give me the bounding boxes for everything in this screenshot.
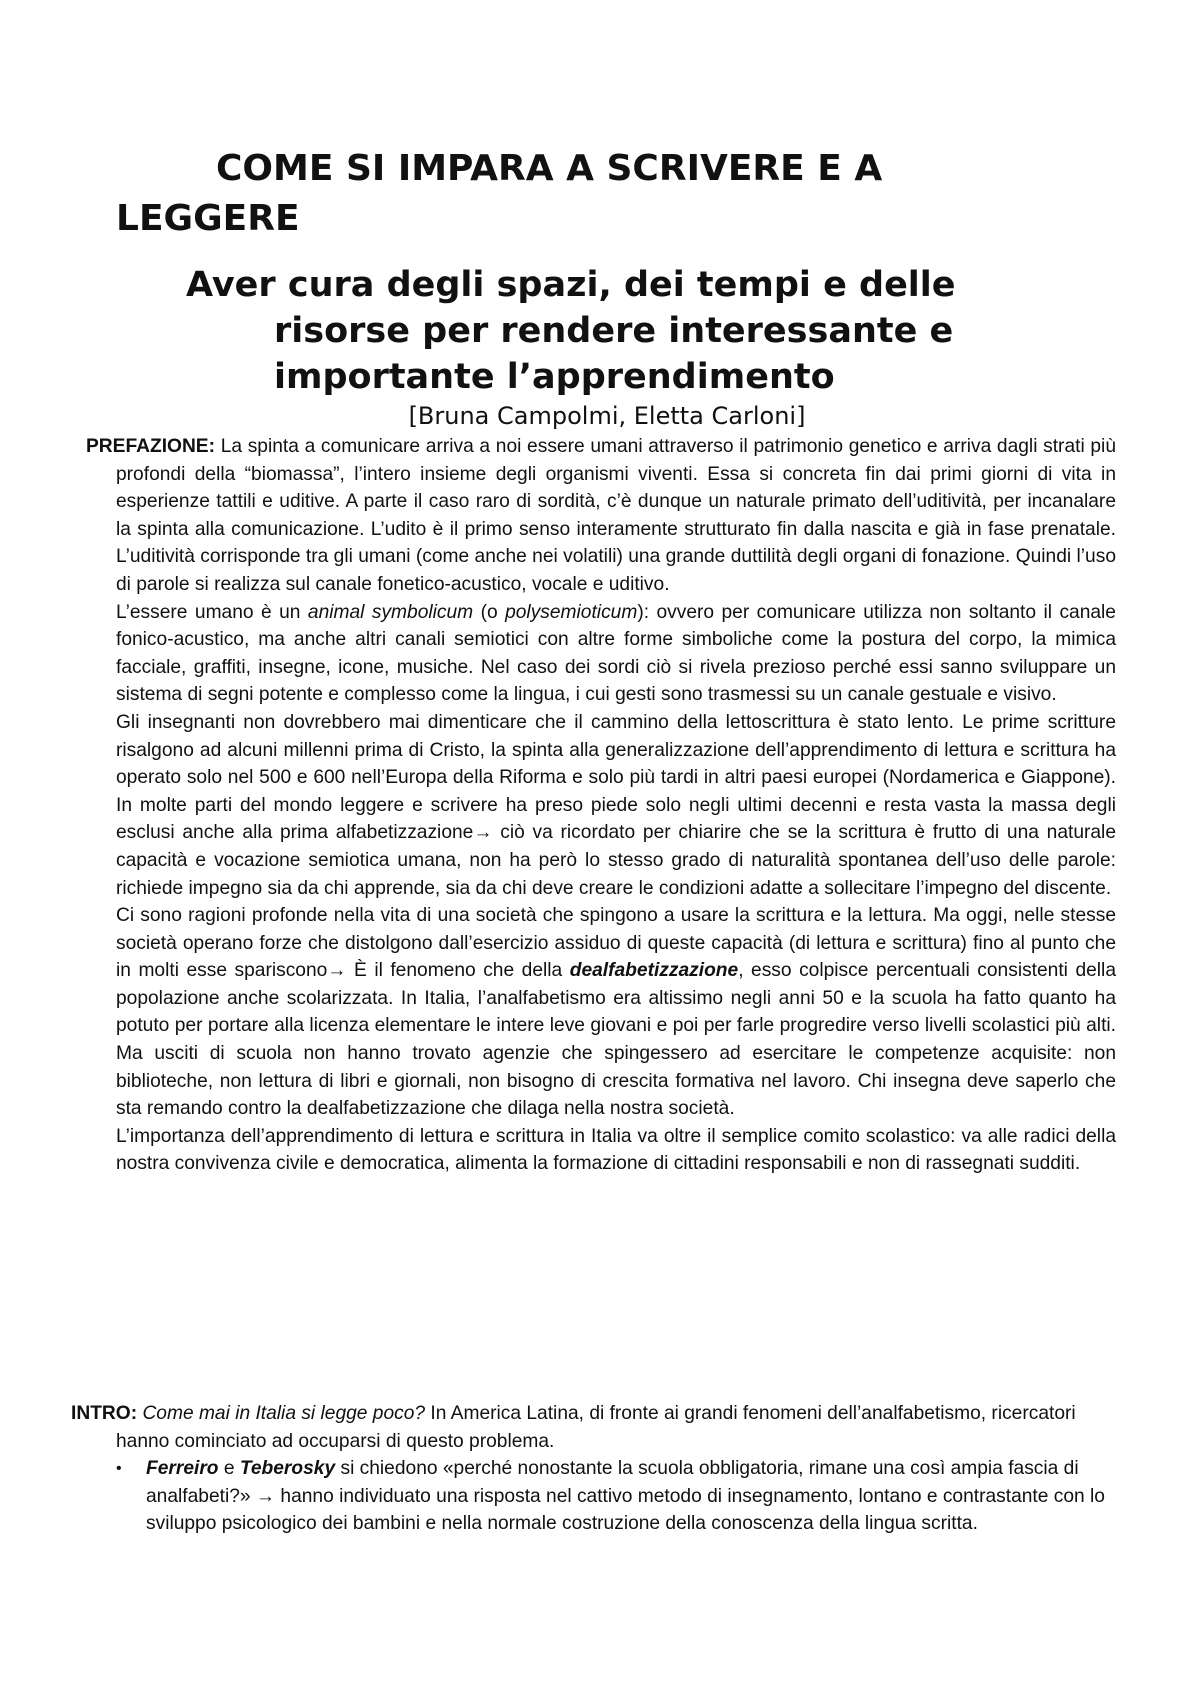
intro-paragraph: [71, 1400, 1116, 1455]
intro-section: [71, 1400, 1116, 1538]
preface-paragraph-2: [116, 599, 1116, 709]
preface-text-2c: ): ovvero per comunicare utilizza non soltanto il canale fonico-acustico, ma anche altri canali semiotici con altre forme simboliche come la postura del corpo, la mimica facciale, graffiti, insegne, icone, musiche. Nel caso dei sordi ciò si rivela prezioso perché essi sanno sviluppare un sistema di segni potente e complesso come la lingua, i cui gesti sono trasmessi su un canale gestuale e visivo.: [116, 601, 1116, 706]
preface-heading: PREFAZIONE:: [86, 436, 215, 457]
term-animal-symbolicum: animal symbolicum: [307, 601, 474, 623]
subtitle-line-1: Aver cura degli spazi, dei tempi e delle: [186, 265, 956, 305]
list-item-text: si chiedono «perché nonostante la scuola obbligatoria, rimane una così ampia fascia di analfabeti?» → hanno individuato una risposta nel cattivo metodo di insegnamento, lontano e contrastante con lo sviluppo psicologico dei bambini e nella normale costruzione della conoscenza della lingua scritta.: [146, 1458, 1105, 1535]
author-teberosky: Teberosky: [239, 1458, 336, 1480]
title-line-1: COME SI IMPARA A SCRIVERE E A: [216, 148, 883, 189]
preface-text-4b: , esso colpisce percentuali consistenti della popolazione anche scolarizzata. In Italia, l’analfabetismo era altissimo negli anni 50 e la scuola ha fatto quanto ha potuto per portare alla licenza elementare le intere leve giovani e poi per farle progredire verso livelli scolastici più alti. Ma usciti di scuola non hanno trovato agenzie che spingessero ad esercitare le competenze acquisite: non biblioteche, non lettura di libri e giornali, non bisogno di crescita formativa nel lavoro. Chi insegna deve saperlo che sta remando contro la dealfabetizzazione che dilaga nella nostra società.: [116, 960, 1116, 1120]
intro-list: [116, 1455, 1116, 1538]
preface-text-2a: L’essere umano è un: [116, 601, 308, 623]
term-dealfabetizzazione: dealfabetizzazione: [569, 960, 739, 982]
preface-paragraph-4: [116, 902, 1116, 1123]
preface-text-4a: Ci sono ragioni profonde nella vita di una società che spingono a usare la scrittura e la lettura. Ma oggi, nelle stesse società operano forze che distolgono dall’esercizio assiduo di queste capacità (di lettura e scrittura) fino al punto che in molti esse spariscono→ È il fenomeno che della: [116, 905, 1116, 982]
bullet-icon: •: [116, 1460, 122, 1478]
title-line-2: LEGGERE: [116, 198, 300, 239]
list-item-and: e: [218, 1458, 240, 1480]
term-polysemioticum: polysemioticum: [505, 601, 638, 623]
preface-paragraph-5: L’importanza dell’apprendimento di lettura e scrittura in Italia va oltre il semplice comito scolastico: va alle radici della nostra convivenza civile e democratica, alimenta la formazione di cittadini responsabili e non di rassegnati sudditi.: [116, 1125, 1116, 1175]
subtitle-line-2: risorse per rendere interessante e: [274, 311, 954, 351]
authors-line: [Bruna Campolmi, Eletta Carloni]: [408, 402, 806, 430]
subtitle-line-3: importante l’apprendimento: [274, 357, 835, 397]
intro-text: In America Latina, di fronte ai grandi fenomeni dell’analfabetismo, ricercatori hanno cominciato ad occuparsi di questo problema.: [116, 1403, 1076, 1452]
intro-question: Come mai in Italia si legge poco?: [142, 1403, 426, 1424]
intro-heading: INTRO:: [71, 1403, 138, 1424]
preface-paragraph-1: [86, 433, 1116, 599]
preface-paragraph-3: Gli insegnanti non dovrebbero mai dimenticare che il cammino della lettoscrittura è stato lento. Le prime scritture risalgono ad alcuni millenni prima di Cristo, la spinta alla generalizzazione dell’apprendimento di lettura e scrittura ha operato solo nel 500 e 600 nell’Europa della Riforma e solo più tardi in altri paesi europei (Nordamerica e Giappone). In molte parti del mondo leggere e scrivere ha preso piede solo negli ultimi decenni e resta vasta la massa degli esclusi anche alla prima alfabetizzazione→ ciò va ricordato per chiarire che se la scrittura è frutto di una naturale capacità e vocazione semiotica umana, non ha però lo stesso grado di naturalità spontanea dell’uso delle parole: richiede impegno sia da chi apprende, sia da chi deve creare le condizioni adatte a sollecitare l’impegno del discente.: [116, 711, 1116, 899]
list-item: [116, 1455, 1116, 1538]
preface-text-2b: (o: [473, 601, 506, 623]
preface-section: [86, 433, 1116, 1178]
preface-text-1: La spinta a comunicare arriva a noi essere umani attraverso il patrimonio genetico e arriva dagli strati più profondi della “biomassa”, l’intero insieme degli organismi viventi. Essa si concreta fin dai primi giorni di vita in esperienze tattili e uditive. A parte il caso raro di sordità, c’è dunque un naturale primato dell’uditività, per incanalare la spinta alla comunicazione. L’udito è il primo senso interamente strutturato fin dalla nascita e già in fase prenatale. L’uditività corrisponde tra gli umani (come anche nei volatili) una grande duttilità degli organi di fonazione. Quindi l’uso di parole si realizza sul canale fonetico-acustico, vocale e uditivo.: [116, 436, 1116, 595]
author-ferreiro: Ferreiro: [146, 1458, 219, 1480]
